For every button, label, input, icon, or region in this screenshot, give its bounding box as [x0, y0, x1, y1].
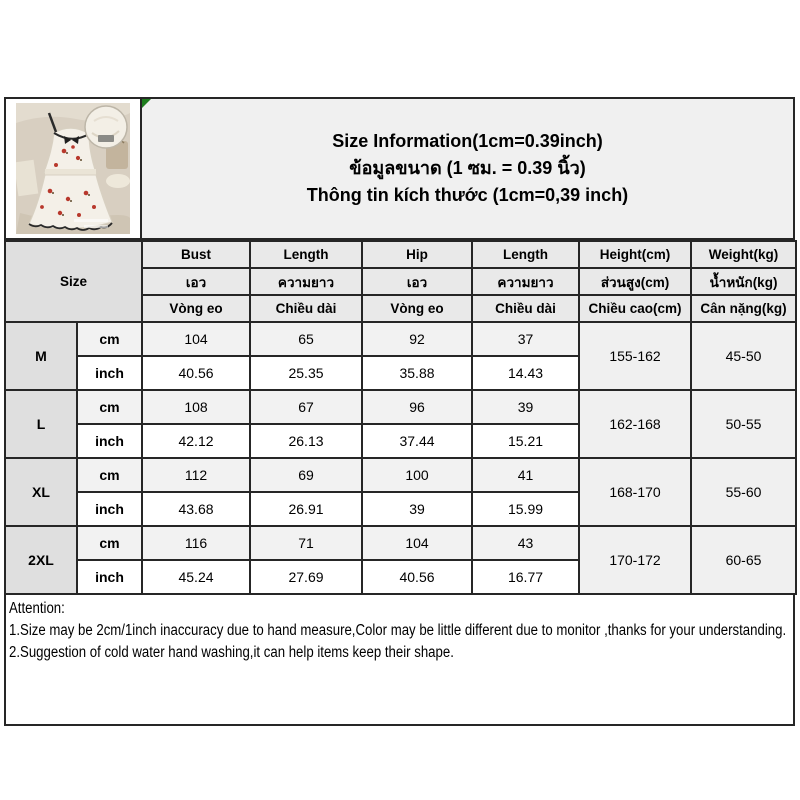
header-row: [4, 97, 795, 240]
unit-inch: inch: [77, 356, 142, 390]
col-header-height-en: Height(cm): [579, 241, 691, 268]
cell-2xl-bust-cm: 116: [142, 526, 250, 560]
cell-m-length-inch: 25.35: [250, 356, 362, 390]
cell-l-length-cm: 67: [250, 390, 362, 424]
cell-xl-length2-cm: 41: [472, 458, 579, 492]
col-header-height-th: ส่วนสูง(cm): [579, 268, 691, 295]
cell-2xl-weight: 60-65: [691, 526, 796, 594]
cell-2xl-bust-inch: 45.24: [142, 560, 250, 594]
row-m-cm: [5, 322, 796, 356]
header-row-en: [5, 241, 796, 268]
size-table: [4, 240, 797, 595]
size-chart-document: [4, 97, 795, 726]
cell-m-length2-inch: 14.43: [472, 356, 579, 390]
row-l-cm: [5, 390, 796, 424]
col-header-height-vi: Chiều cao(cm): [579, 295, 691, 322]
cell-m-weight: 45-50: [691, 322, 796, 390]
product-photo-frame: [4, 97, 142, 240]
attention-note-1: 1.Size may be 2cm/1inch inaccuracy due to hand measure,Color may be little different due to monitor ,thanks for your understanding.: [9, 622, 787, 639]
cell-xl-height: 168-170: [579, 458, 691, 526]
unit-cm: cm: [77, 390, 142, 424]
col-header-weight-en: Weight(kg): [691, 241, 796, 268]
col-header-length2-en: Length: [472, 241, 579, 268]
cell-xl-hip-inch: 39: [362, 492, 472, 526]
cell-l-hip-cm: 96: [362, 390, 472, 424]
title-english: Size Information(1cm=0.39inch): [332, 131, 603, 151]
cell-xl-weight: 55-60: [691, 458, 796, 526]
cell-m-height: 155-162: [579, 322, 691, 390]
attention-panel: [4, 595, 795, 726]
col-header-length-th: ความยาว: [250, 268, 362, 295]
unit-cm: cm: [77, 322, 142, 356]
col-header-hip-th: เอว: [362, 268, 472, 295]
cell-xl-bust-inch: 43.68: [142, 492, 250, 526]
cell-2xl-hip-cm: 104: [362, 526, 472, 560]
cell-l-height: 162-168: [579, 390, 691, 458]
cell-m-length-cm: 65: [250, 322, 362, 356]
title-thai: ข้อมูลขนาด (1 ซม. = 0.39 นิ้ว): [349, 158, 586, 178]
cell-2xl-length-cm: 71: [250, 526, 362, 560]
col-header-bust-th: เอว: [142, 268, 250, 295]
title-panel: [142, 97, 795, 240]
col-header-length-vi: Chiều dài: [250, 295, 362, 322]
cell-xl-length-cm: 69: [250, 458, 362, 492]
cell-m-length2-cm: 37: [472, 322, 579, 356]
size-label-l: L: [5, 390, 77, 458]
attention-note-2: 2.Suggestion of cold water hand washing,it can help items keep their shape.: [9, 644, 454, 661]
cell-2xl-height: 170-172: [579, 526, 691, 594]
unit-inch: inch: [77, 424, 142, 458]
unit-inch: inch: [77, 492, 142, 526]
cell-l-bust-inch: 42.12: [142, 424, 250, 458]
unit-inch: inch: [77, 560, 142, 594]
cell-xl-length-inch: 26.91: [250, 492, 362, 526]
unit-cm: cm: [77, 526, 142, 560]
cell-xl-length2-inch: 15.99: [472, 492, 579, 526]
col-header-hip-en: Hip: [362, 241, 472, 268]
cell-m-hip-inch: 35.88: [362, 356, 472, 390]
col-header-weight-vi: Cân nặng(kg): [691, 295, 796, 322]
cell-2xl-length2-inch: 16.77: [472, 560, 579, 594]
cell-l-hip-inch: 37.44: [362, 424, 472, 458]
cell-l-weight: 50-55: [691, 390, 796, 458]
cell-l-bust-cm: 108: [142, 390, 250, 424]
cell-xl-hip-cm: 100: [362, 458, 472, 492]
title-vietnamese: Thông tin kích thước (1cm=0,39 inch): [306, 185, 629, 205]
col-header-bust-vi: Vòng eo: [142, 295, 250, 322]
col-header-length2-th: ความยาว: [472, 268, 579, 295]
cell-2xl-length-inch: 27.69: [250, 560, 362, 594]
size-label-m: M: [5, 322, 77, 390]
corner-marker-icon: [142, 99, 151, 108]
product-photo: [16, 103, 130, 234]
unit-cm: cm: [77, 458, 142, 492]
cell-m-hip-cm: 92: [362, 322, 472, 356]
cell-2xl-length2-cm: 43: [472, 526, 579, 560]
row-2xl-cm: [5, 526, 796, 560]
col-header-length-en: Length: [250, 241, 362, 268]
size-label-xl: XL: [5, 458, 77, 526]
col-header-length2-vi: Chiều dài: [472, 295, 579, 322]
cell-l-length-inch: 26.13: [250, 424, 362, 458]
size-header-cell: Size: [5, 241, 142, 322]
cell-m-bust-cm: 104: [142, 322, 250, 356]
cell-xl-bust-cm: 112: [142, 458, 250, 492]
col-header-bust-en: Bust: [142, 241, 250, 268]
cell-l-length2-inch: 15.21: [472, 424, 579, 458]
attention-heading: Attention:: [9, 600, 65, 617]
row-xl-cm: [5, 458, 796, 492]
cell-m-bust-inch: 40.56: [142, 356, 250, 390]
col-header-hip-vi: Vòng eo: [362, 295, 472, 322]
cell-l-length2-cm: 39: [472, 390, 579, 424]
cell-2xl-hip-inch: 40.56: [362, 560, 472, 594]
size-label-2xl: 2XL: [5, 526, 77, 594]
col-header-weight-th: น้ำหนัก(kg): [691, 268, 796, 295]
